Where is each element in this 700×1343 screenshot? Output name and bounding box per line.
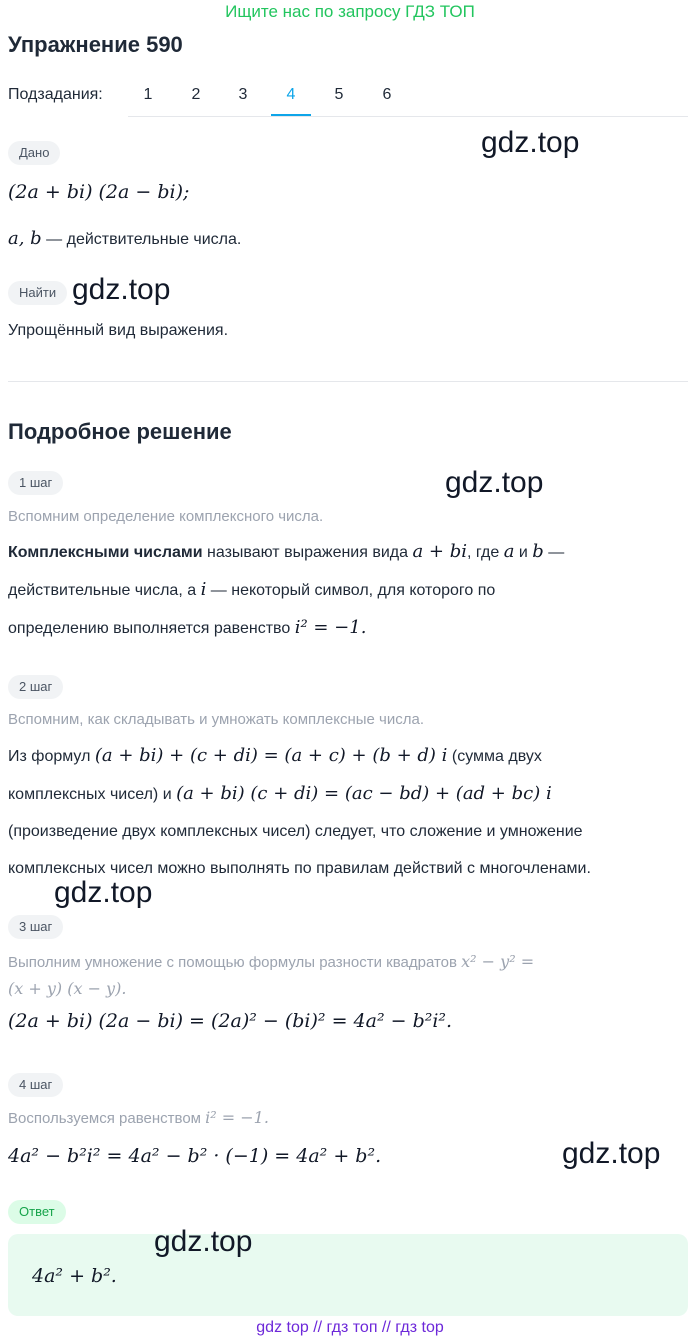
step2-text: комплексных чисел) и <box>8 786 172 803</box>
step4-hint-text: Воспользуемся равенством <box>8 1110 201 1127</box>
subtask-tab-5[interactable]: 5 <box>334 86 344 103</box>
subtask-tab-3[interactable]: 3 <box>238 86 248 103</box>
watermark: gdz.top <box>54 876 153 909</box>
step2-text: (произведение двух комплексных чисел) следует, что сложение и умножение <box>8 823 583 840</box>
given-vars-text: — действительные числа. <box>46 231 242 248</box>
step1-text: действительные числа, а <box>8 582 197 599</box>
step1-body <box>8 533 688 647</box>
step2-formula-sum: (a + bi) + (c + di) = (a + c) + (b + d) i <box>94 745 448 766</box>
given-vars-line <box>8 228 241 249</box>
watermark: gdz.top <box>72 273 171 306</box>
divider <box>8 381 688 382</box>
watermark: gdz.top <box>445 466 544 499</box>
step1-hint: Вспомним определение комплексного числа. <box>8 508 324 525</box>
subtask-tab-4[interactable]: 4 <box>271 86 311 104</box>
step1-text: определению выполняется равенство <box>8 620 291 637</box>
step3-hint-math: (x + y) (x − y). <box>8 979 127 998</box>
step2-badge: 2 шаг <box>8 675 63 699</box>
step3-hint-text: Выполним умножение с помощью формулы разности квадратов <box>8 954 457 971</box>
subtask-tab-1[interactable]: 1 <box>143 86 153 103</box>
step2-body <box>8 737 698 887</box>
subtasks-tabs <box>128 76 688 117</box>
step3-equation: (2a + bi) (2a − bi) = (2a)² − (bi)² = 4a² − b²i². <box>8 1010 453 1032</box>
step2-text: комплексных чисел можно выполнять по правилам действий с многочленами. <box>8 860 591 877</box>
step1-text: , где <box>467 544 500 561</box>
step3-hint-math: x² − y² = <box>461 952 535 971</box>
step1-math: i² = −1. <box>294 617 367 638</box>
step2-hint: Вспомним, как складывать и умножать комплексные числа. <box>8 711 424 728</box>
solution-title: Подробное решение <box>8 419 232 444</box>
step1-math: a + bi <box>412 541 468 562</box>
step2-text: Из формул <box>8 748 91 765</box>
step1-math: i <box>200 579 207 600</box>
step2-text: (сумма двух <box>451 748 542 765</box>
watermark: gdz.top <box>562 1137 661 1170</box>
step4-hint-math: i² = −1. <box>205 1108 269 1127</box>
step1-bold: Комплексными числами <box>8 544 203 561</box>
step1-math: b <box>532 541 544 562</box>
step2-formula-product: (a + bi) (c + di) = (ac − bd) + (ad + bc) i <box>176 783 552 804</box>
step1-text: — некоторый символ, для которого по <box>210 582 496 599</box>
step1-text: — <box>548 544 565 561</box>
answer-badge: Ответ <box>8 1200 66 1224</box>
watermark: gdz.top <box>154 1225 253 1258</box>
answer-value: 4a² + b². <box>32 1265 117 1287</box>
find-badge: Найти <box>8 281 67 305</box>
given-badge: Дано <box>8 141 60 165</box>
step3-badge: 3 шаг <box>8 915 63 939</box>
promo-banner: Ищите нас по запросу ГДЗ ТОП <box>225 2 475 21</box>
subtasks-label: Подзадания: <box>8 86 103 103</box>
step4-hint <box>8 1108 269 1127</box>
find-text: Упрощённый вид выражения. <box>8 322 229 339</box>
page-title: Упражнение 590 <box>8 32 183 57</box>
step1-badge: 1 шаг <box>8 471 63 495</box>
step1-text: называют выражения вида <box>207 544 409 561</box>
subtask-tab-2[interactable]: 2 <box>191 86 201 103</box>
footer-links[interactable]: gdz top // гдз топ // гдз top <box>256 1319 444 1336</box>
watermark: gdz.top <box>481 126 580 159</box>
step4-equation: 4a² − b²i² = 4a² − b² · (−1) = 4a² + b². <box>8 1145 382 1167</box>
step3-hint <box>8 949 688 1003</box>
step1-math: a <box>503 541 515 562</box>
step4-badge: 4 шаг <box>8 1073 63 1097</box>
given-expression: (2a + bi) (2a − bi); <box>8 181 190 203</box>
given-vars: a, b <box>8 228 42 249</box>
subtask-tab-6[interactable]: 6 <box>382 86 392 103</box>
step1-text: и <box>518 544 528 561</box>
